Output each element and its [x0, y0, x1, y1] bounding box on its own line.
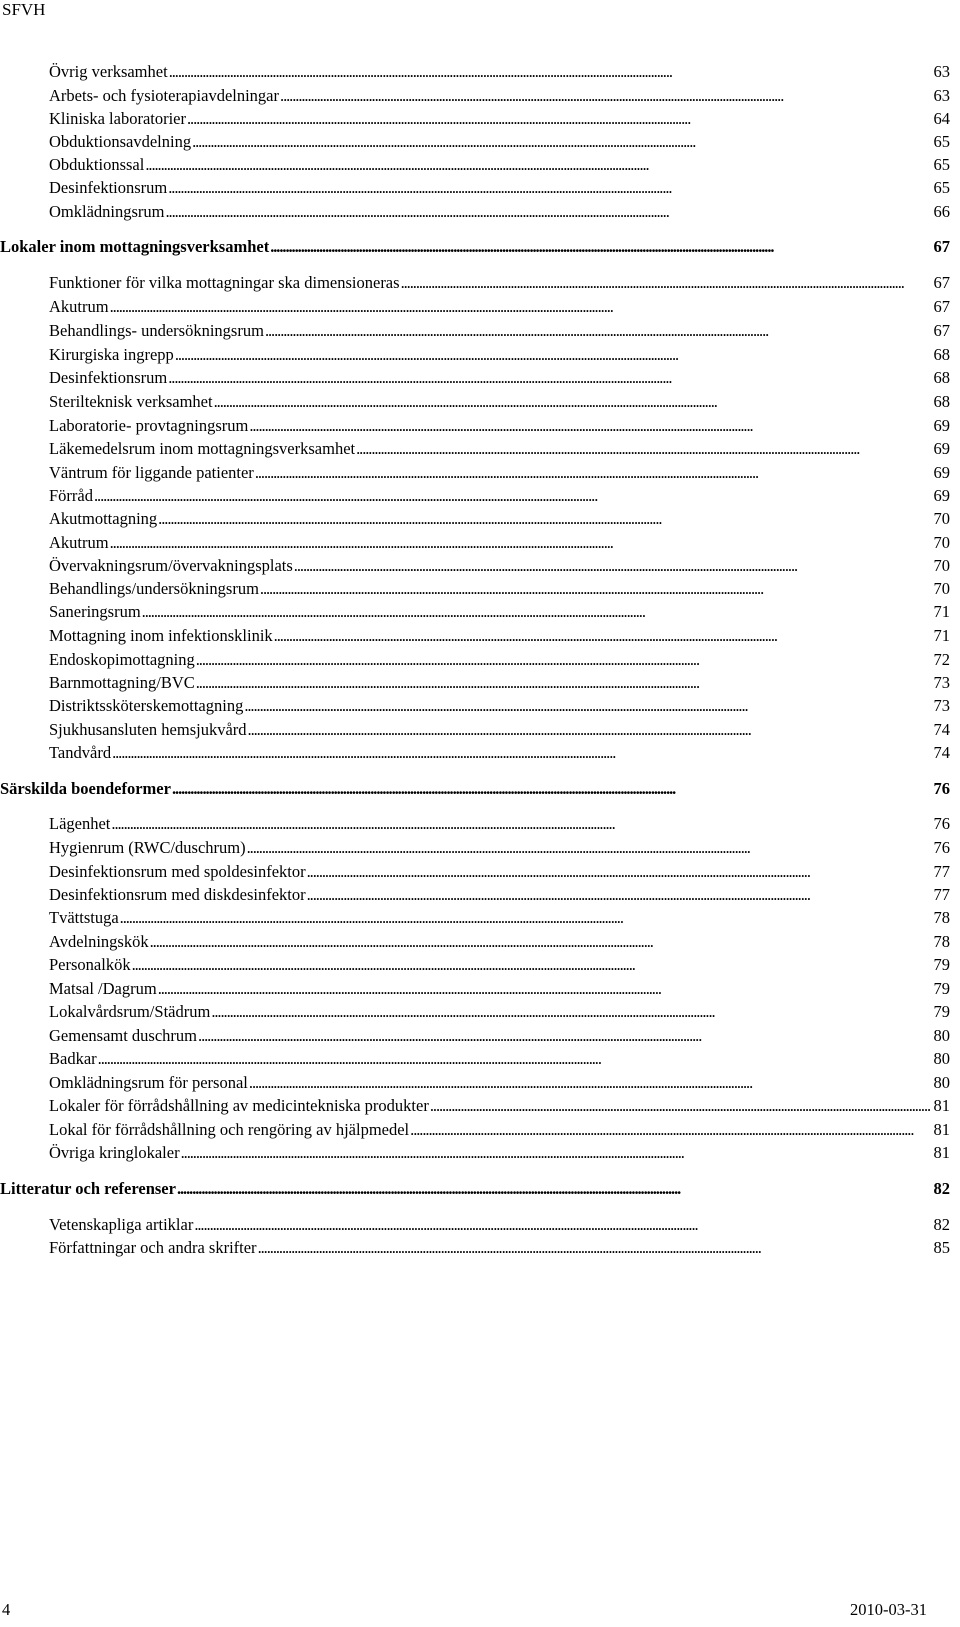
toc-entry-label: Avdelningskök [49, 932, 149, 951]
toc-entry [49, 201, 950, 223]
toc-entry-page: 69 [933, 439, 950, 458]
toc-dot-leader [265, 320, 931, 342]
toc-dot-leader [274, 625, 931, 647]
toc-entry [49, 415, 950, 437]
toc-entry [49, 532, 950, 554]
toc-entry-label: Endoskopimottagning [49, 650, 195, 669]
toc-dot-leader [145, 154, 930, 176]
toc-dot-leader [249, 1072, 931, 1094]
toc-entry [49, 462, 950, 484]
toc-entry [49, 154, 950, 176]
toc-entry-page: 81 [933, 1096, 950, 1115]
toc-dot-leader [260, 578, 931, 600]
toc-entry-label: Väntrum för liggande patienter [49, 463, 254, 482]
toc-entry [49, 719, 950, 741]
toc-entry-page: 67 [933, 297, 950, 316]
toc-entry-label: Desinfektionsrum med spoldesinfektor [49, 862, 306, 881]
toc-entry-page: 74 [933, 743, 950, 762]
toc-entry-label: Övriga kringlokaler [49, 1143, 180, 1162]
toc-dot-leader [110, 296, 931, 318]
toc-dot-leader [112, 742, 930, 764]
page-date: 2010-03-31 [850, 1600, 927, 1619]
toc-entry [49, 625, 950, 647]
toc-entry-page: 65 [933, 178, 950, 197]
toc-dot-leader [248, 719, 931, 741]
toc-dot-leader [158, 978, 931, 1000]
toc-entry-page: 80 [933, 1026, 950, 1045]
toc-entry-page: 63 [933, 62, 950, 81]
toc-entry [49, 131, 950, 153]
toc-entry [49, 1025, 950, 1047]
toc-entry-label: Övrig verksamhet [49, 62, 168, 81]
toc-entry [49, 1048, 950, 1070]
toc-section-entry [0, 778, 950, 800]
toc-entry [49, 344, 950, 366]
toc-entry [49, 367, 950, 389]
toc-dot-leader [356, 438, 930, 460]
toc-entry-page: 70 [933, 509, 950, 528]
toc-entry-page: 67 [933, 237, 950, 256]
toc-entry [49, 108, 950, 130]
toc-dot-leader [280, 85, 930, 107]
toc-entry-page: 69 [933, 486, 950, 505]
toc-entry-page: 65 [933, 155, 950, 174]
toc-entry [49, 61, 950, 83]
toc-entry-label: Sterilteknisk verksamhet [49, 392, 213, 411]
toc-entry [49, 931, 950, 953]
toc-entry [49, 695, 950, 717]
toc-entry [49, 742, 950, 764]
toc-entry [49, 813, 950, 835]
toc-entry-page: 70 [933, 579, 950, 598]
toc-entry-page: 68 [933, 392, 950, 411]
toc-entry [49, 1072, 950, 1094]
toc-dot-leader [158, 508, 930, 530]
toc-dot-leader [94, 485, 931, 507]
toc-entry-label: Laboratorie- provtagningsrum [49, 416, 249, 435]
page-number: 4 [2, 1600, 11, 1619]
toc-entry-page: 76 [933, 814, 950, 833]
toc-entry [49, 578, 950, 600]
toc-entry [49, 485, 950, 507]
toc-entry-page: 65 [933, 132, 950, 151]
toc-entry-page: 80 [933, 1049, 950, 1068]
toc-entry [49, 438, 950, 460]
toc-entry-label: Lokaler för förrådshållning av medicintekniska produkter [49, 1096, 429, 1115]
toc-entry [49, 1214, 950, 1236]
toc-dot-leader [111, 813, 930, 835]
page-header: SFVH [2, 0, 46, 19]
toc-entry-label: Distriktssköterskemottagning [49, 696, 244, 715]
toc-entry [49, 954, 950, 976]
toc-entry-label: Desinfektionsrum [49, 368, 168, 387]
toc-entry-page: 77 [933, 885, 950, 904]
toc-entry-label: Funktioner för vilka mottagningar ska dimensioneras [49, 273, 400, 292]
toc-entry-label: Lokalvårdsrum/Städrum [49, 1002, 211, 1021]
toc-entry-page: 76 [933, 838, 950, 857]
toc-entry-page: 81 [933, 1120, 950, 1139]
toc-entry-page: 71 [933, 626, 950, 645]
toc-entry-label: Omklädningsrum [49, 202, 165, 221]
toc-entry-label: Desinfektionsrum med diskdesinfektor [49, 885, 306, 904]
toc-entry-label: Läkemedelsrum inom mottagningsverksamhet [49, 439, 356, 458]
toc-entry [49, 837, 950, 859]
toc-entry-page: 70 [933, 533, 950, 552]
toc-entry-label: Hygienrum (RWC/duschrum) [49, 838, 246, 857]
toc-entry-label: Badkar [49, 1049, 97, 1068]
toc-entry [49, 1095, 950, 1117]
toc-section-entry [0, 1178, 950, 1200]
toc-entry-label: Desinfektionsrum [49, 178, 168, 197]
toc-entry [49, 85, 950, 107]
toc-entry-page: 69 [933, 463, 950, 482]
toc-dot-leader [258, 1237, 931, 1259]
toc-entry-label: Omklädningsrum för personal [49, 1073, 248, 1092]
toc-dot-leader [194, 1214, 930, 1236]
toc-entry-page: 82 [933, 1179, 950, 1198]
toc-entry-label: Behandlings/undersökningsrum [49, 579, 259, 598]
toc-entry [49, 177, 950, 199]
toc-entry-label: Kirurgiska ingrepp [49, 345, 174, 364]
toc-dot-leader [294, 555, 931, 577]
toc-dot-leader [198, 1025, 930, 1047]
toc-dot-leader [192, 131, 930, 153]
toc-entry [49, 672, 950, 694]
toc-dot-leader [98, 1048, 931, 1070]
toc-entry [49, 320, 950, 342]
toc-entry-page: 71 [933, 602, 950, 621]
toc-entry-page: 79 [933, 979, 950, 998]
toc-dot-leader [196, 672, 931, 694]
toc-dot-leader [175, 344, 931, 366]
toc-dot-leader [150, 931, 931, 953]
toc-entry-label: Tandvård [49, 743, 112, 762]
toc-entry-label: Akutmottagning [49, 509, 158, 528]
toc-dot-leader [142, 601, 931, 623]
toc-dot-leader [410, 1119, 930, 1141]
toc-dot-leader [168, 177, 930, 199]
toc-entry-page: 82 [933, 1215, 950, 1234]
toc-entry-page: 74 [933, 720, 950, 739]
toc-entry-page: 81 [933, 1143, 950, 1162]
toc-dot-leader [244, 695, 930, 717]
toc-entry-label: Författningar och andra skrifter [49, 1238, 257, 1257]
toc-entry-page: 78 [933, 932, 950, 951]
toc-entry-page: 79 [933, 955, 950, 974]
toc-entry-page: 69 [933, 416, 950, 435]
toc-dot-leader [430, 1095, 931, 1117]
toc-entry-label: Gemensamt duschrum [49, 1026, 198, 1045]
toc-entry-page: 66 [933, 202, 950, 221]
toc-entry-label: Obduktionsavdelning [49, 132, 192, 151]
toc-dot-leader [307, 861, 931, 883]
toc-entry [49, 296, 950, 318]
toc-dot-leader [211, 1001, 930, 1023]
toc-entry-page: 68 [933, 368, 950, 387]
toc-entry-label: Matsal /Dagrum [49, 979, 157, 998]
toc-entry-page: 73 [933, 673, 950, 692]
toc-dot-leader [187, 108, 931, 130]
toc-entry-page: 72 [933, 650, 950, 669]
toc-entry-page: 79 [933, 1002, 950, 1021]
toc-dot-leader [214, 391, 931, 413]
toc-entry [49, 508, 950, 530]
toc-entry-page: 67 [933, 273, 950, 292]
toc-dot-leader [249, 415, 930, 437]
toc-dot-leader [110, 532, 931, 554]
toc-entry-page: 73 [933, 696, 950, 715]
toc-entry-label: Barnmottagning/BVC [49, 673, 195, 692]
toc-entry-label: Tvättstuga [49, 908, 119, 927]
toc-entry-page: 78 [933, 908, 950, 927]
toc-entry [49, 884, 950, 906]
toc-entry [49, 601, 950, 623]
toc-entry [49, 391, 950, 413]
toc-section-entry [0, 236, 950, 258]
toc-entry [49, 861, 950, 883]
toc-entry-label: Särskilda boendeformer [0, 779, 171, 798]
toc-dot-leader [255, 462, 931, 484]
toc-entry-label: Förråd [49, 486, 93, 505]
toc-dot-leader [166, 201, 931, 223]
toc-entry-label: Obduktionssal [49, 155, 145, 174]
toc-dot-leader [307, 884, 931, 906]
toc-entry-page: 64 [933, 109, 950, 128]
toc-entry-label: Akutrum [49, 297, 109, 316]
toc-entry-label: Arbets- och fysioterapiavdelningar [49, 86, 280, 105]
toc-dot-leader [177, 1178, 931, 1200]
toc-entry-label: Saneringsrum [49, 602, 141, 621]
toc-dot-leader [168, 367, 930, 389]
toc-entry [49, 1142, 950, 1164]
toc-entry [49, 907, 950, 929]
toc-entry [49, 555, 950, 577]
toc-entry [49, 1119, 950, 1141]
toc-entry-label: Sjukhusansluten hemsjukvård [49, 720, 247, 739]
toc-dot-leader [401, 272, 931, 294]
toc-entry-label: Övervakningsrum/övervakningsplats [49, 556, 293, 575]
toc-entry [49, 649, 950, 671]
toc-entry-label: Kliniska laboratorier [49, 109, 186, 128]
toc-dot-leader [132, 954, 931, 976]
toc-dot-leader [169, 61, 931, 83]
toc-dot-leader [172, 778, 931, 800]
toc-dot-leader [181, 1142, 931, 1164]
toc-entry-label: Mottagning inom infektionsklinik [49, 626, 273, 645]
toc-entry-page: 67 [933, 321, 950, 340]
toc-entry-page: 70 [933, 556, 950, 575]
toc-dot-leader [120, 907, 931, 929]
toc-entry-label: Akutrum [49, 533, 109, 552]
toc-entry-page: 63 [933, 86, 950, 105]
toc-dot-leader [196, 649, 931, 671]
toc-entry-page: 77 [933, 862, 950, 881]
toc-entry [49, 1237, 950, 1259]
toc-entry-page: 68 [933, 345, 950, 364]
toc-entry-label: Lokal för förrådshållning och rengöring av hjälpmedel [49, 1120, 410, 1139]
toc-entry-label: Litteratur och referenser [0, 1179, 176, 1198]
toc-entry-label: Personalkök [49, 955, 131, 974]
toc-entry-label: Behandlings- undersökningsrum [49, 321, 264, 340]
toc-dot-leader [270, 236, 930, 258]
toc-entry-page: 80 [933, 1073, 950, 1092]
toc-entry-label: Lokaler inom mottagningsverksamhet [0, 237, 270, 256]
toc-entry-label: Lägenhet [49, 814, 111, 833]
toc-entry [49, 272, 950, 294]
toc-entry-page: 85 [933, 1238, 950, 1257]
toc-entry [49, 978, 950, 1000]
toc-dot-leader [247, 837, 931, 859]
toc-entry-label: Vetenskapliga artiklar [49, 1215, 194, 1234]
toc-entry [49, 1001, 950, 1023]
toc-entry-page: 76 [933, 779, 950, 798]
